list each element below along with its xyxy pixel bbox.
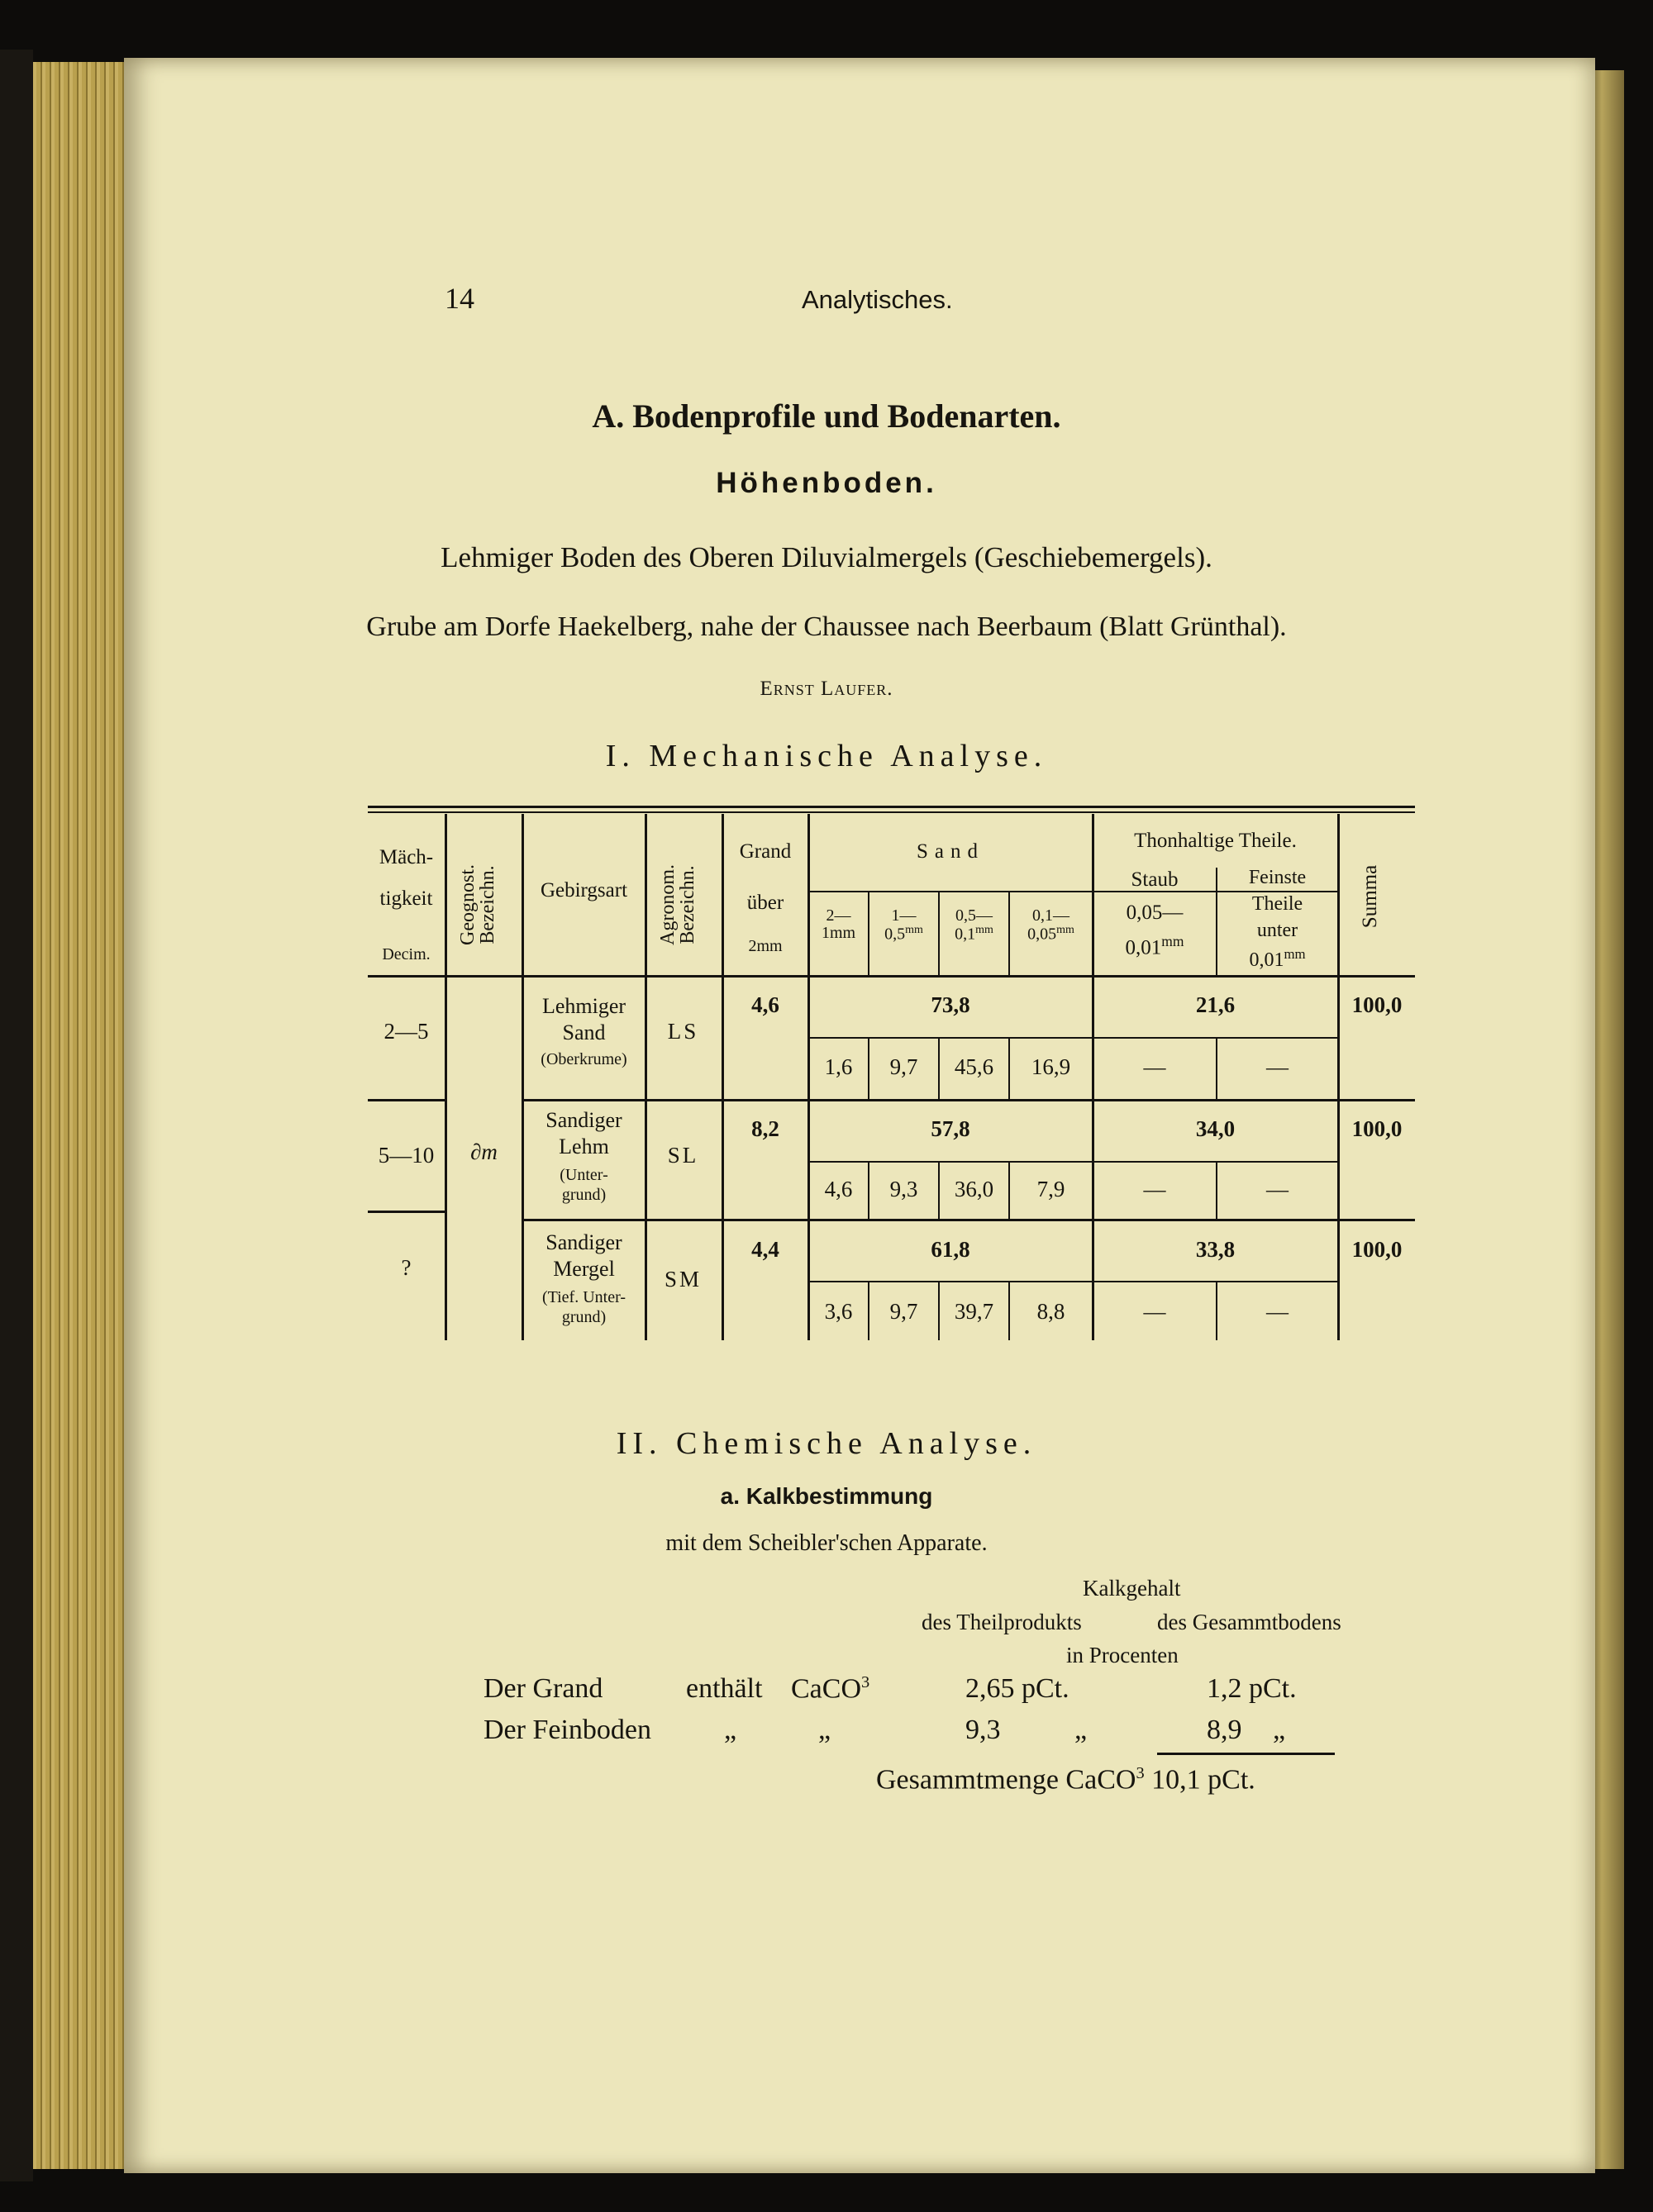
row3-grand: 4,4	[751, 1237, 779, 1262]
row1-sand-4: 16,9	[1031, 1054, 1071, 1079]
row3-name-4: grund)	[561, 1308, 607, 1326]
kalk-row1-verb: enthält	[686, 1673, 763, 1704]
kalk-row2-label: Der Feinboden	[484, 1715, 652, 1745]
page	[124, 58, 1595, 2173]
row3-summa: 100,0	[1351, 1237, 1403, 1262]
header-summa: Summa	[1359, 864, 1381, 929]
kalk-col-head-2: des Theilprodukts	[922, 1610, 1082, 1634]
kalk-row1-total: 1,2 pCt.	[1207, 1673, 1297, 1704]
row3-sand-4: 8,8	[1036, 1299, 1065, 1324]
kalk-col-head-3: des Gesammtbodens	[1157, 1610, 1341, 1634]
row3-depth: ?	[401, 1255, 412, 1280]
row2-name-3: (Unter-	[560, 1166, 608, 1184]
row3-name-3: (Tief. Unter-	[541, 1288, 626, 1306]
row2-thon-total: 34,0	[1195, 1116, 1236, 1141]
kalk-row2-verb: „	[724, 1715, 737, 1745]
row1-depth: 2—5	[383, 1019, 429, 1044]
staub-unit: mm	[1161, 933, 1184, 949]
book-cover-edge	[0, 50, 33, 2181]
row1-name-2: Sand	[562, 1020, 606, 1044]
row2-depth: 5—10	[378, 1143, 435, 1168]
row1-sand-2: 9,7	[889, 1054, 918, 1079]
header-agronom-line2: Bezeichn.	[677, 865, 698, 944]
row1-name-1: Lehmiger	[541, 994, 626, 1018]
row3-feinste: —	[1266, 1299, 1289, 1324]
row3-agronom: SM	[664, 1267, 703, 1292]
row1-agronom: LS	[667, 1019, 699, 1044]
kalk-row2-total-unit: „	[1273, 1715, 1286, 1745]
sub-heading: Höhenboden.	[716, 467, 937, 499]
row2-sand-4: 7,9	[1036, 1177, 1065, 1201]
row2-grand: 8,2	[751, 1116, 779, 1141]
sum-rule	[1157, 1753, 1335, 1755]
row2-sand-total: 57,8	[931, 1116, 970, 1141]
header-thon: Thonhaltige Theile.	[1134, 830, 1297, 852]
kalk-row2-total: 8,9	[1207, 1715, 1242, 1745]
header-feinste-1: Feinste	[1248, 867, 1307, 888]
kalk-heading: a. Kalkbestimmung	[720, 1483, 933, 1509]
sand-col2-unit: mm	[905, 924, 923, 936]
sand-col3-b-val: 0,1	[955, 925, 976, 944]
row3-name-1: Sandiger	[545, 1230, 622, 1254]
geognost-value: ∂m	[470, 1139, 498, 1164]
row1-name-3: (Oberkrume)	[541, 1050, 627, 1068]
kalk-row2-partial: 9,3	[965, 1715, 1001, 1745]
row1-grand: 4,6	[751, 992, 779, 1017]
sand-col1-a: 2—	[826, 906, 851, 925]
kalk-row1-label: Der Grand	[484, 1673, 603, 1704]
sand-col4-b-val: 0,05	[1027, 925, 1057, 944]
sand-col4-unit: mm	[1056, 924, 1074, 936]
header-feinste-2: Theile	[1251, 893, 1303, 915]
header-geognost-line1: Geognost.	[457, 864, 479, 945]
kalk-row1-compound-sup: 3	[861, 1673, 870, 1691]
sand-col2-b-val: 0,5	[884, 925, 906, 944]
row2-name-2: Lehm	[559, 1135, 609, 1158]
feinste-unit: mm	[1284, 946, 1306, 962]
kalk-col-head-1: Kalkgehalt	[1083, 1576, 1181, 1601]
row2-name-4: grund)	[561, 1186, 607, 1204]
row3-sand-1: 3,6	[824, 1299, 853, 1324]
row2-sand-3: 36,0	[954, 1177, 994, 1201]
header-agronom-line1: Agronom.	[657, 864, 679, 945]
main-heading: A. Bodenprofile und Bodenarten.	[592, 397, 1061, 435]
header-grand: Grand	[739, 840, 792, 863]
page-number: 14	[445, 282, 474, 315]
kalk-total-sup: 3	[1136, 1764, 1145, 1782]
row2-summa: 100,0	[1351, 1116, 1403, 1141]
row1-summa: 100,0	[1351, 992, 1403, 1017]
section-chemical-title: II. Chemische Analyse.	[616, 1426, 1037, 1461]
header-staub-a: 0,05—	[1126, 901, 1184, 924]
kalk-row2-partial-unit: „	[1074, 1715, 1088, 1745]
row2-sand-1: 4,6	[824, 1177, 853, 1201]
header-grand-ueber: über	[746, 892, 784, 914]
kalk-row1-partial: 2,65 pCt.	[965, 1673, 1069, 1704]
row3-name-2: Mergel	[553, 1257, 615, 1281]
kalk-total	[876, 1764, 1255, 1796]
header-gebirgsart: Gebirgsart	[540, 879, 628, 901]
row1-sand-3: 45,6	[954, 1054, 994, 1079]
running-title: Analytisches.	[802, 285, 953, 314]
row2-feinste: —	[1266, 1177, 1289, 1201]
feinste4-val: 0,01	[1249, 949, 1284, 971]
kalk-method: mit dem Scheibler'schen Apparate.	[665, 1530, 988, 1556]
row3-staub: —	[1143, 1299, 1166, 1324]
header-geognost-line2: Bezeichn.	[477, 865, 498, 944]
row2-staub: —	[1143, 1177, 1166, 1201]
header-feinste-3: unter	[1256, 920, 1298, 941]
sand-col3-unit: mm	[975, 924, 993, 936]
row3-sand-total: 61,8	[931, 1237, 970, 1262]
row2-agronom: SL	[667, 1143, 699, 1168]
row3-sand-2: 9,7	[889, 1299, 918, 1324]
kalk-row1-compound	[791, 1673, 869, 1705]
kalk-total-value: 10,1 pCt.	[1151, 1764, 1255, 1796]
row2-name-1: Sandiger	[545, 1108, 622, 1132]
kalk-total-label: Gesammtmenge CaCO	[876, 1764, 1136, 1796]
kalk-row1-compound-text: CaCO	[791, 1673, 861, 1705]
kalk-row2-compound: „	[818, 1715, 831, 1745]
row3-sand-3: 39,7	[954, 1299, 994, 1324]
sand-col2-a: 1—	[891, 906, 917, 925]
sand-col3-a: 0,5—	[955, 906, 993, 925]
soil-description: Lehmiger Boden des Oberen Diluvialmergels (Geschiebemergels).	[441, 541, 1212, 573]
header-decim: Decim.	[382, 945, 431, 963]
row1-thon-total: 21,6	[1195, 992, 1236, 1017]
kalk-col-head-4: in Procenten	[1066, 1643, 1179, 1667]
row3-thon-total: 33,8	[1195, 1237, 1236, 1262]
header-maechtigkeit: Mäch-	[379, 846, 434, 868]
row1-staub: —	[1143, 1054, 1166, 1079]
section-mechanical-title: I. Mechanische Analyse.	[605, 739, 1048, 773]
row1-sand-total: 73,8	[931, 992, 970, 1017]
sand-col4-a: 0,1—	[1032, 906, 1069, 925]
staub-b-val: 0,01	[1125, 936, 1162, 959]
location-description: Grube am Dorfe Haekelberg, nahe der Chaussee nach Beerbaum (Blatt Grünthal).	[366, 611, 1287, 642]
header-staub: Staub	[1131, 868, 1179, 891]
header-sand: Sand	[917, 840, 984, 863]
author: Ernst Laufer.	[760, 678, 893, 700]
header-maechtigkeit-2: tigkeit	[379, 887, 433, 910]
header-grand-mm: 2mm	[748, 937, 783, 955]
row2-sand-2: 9,3	[889, 1177, 918, 1201]
row1-sand-1: 1,6	[824, 1054, 853, 1079]
sand-col1-b: 1mm	[821, 924, 856, 942]
row1-feinste: —	[1266, 1054, 1289, 1079]
